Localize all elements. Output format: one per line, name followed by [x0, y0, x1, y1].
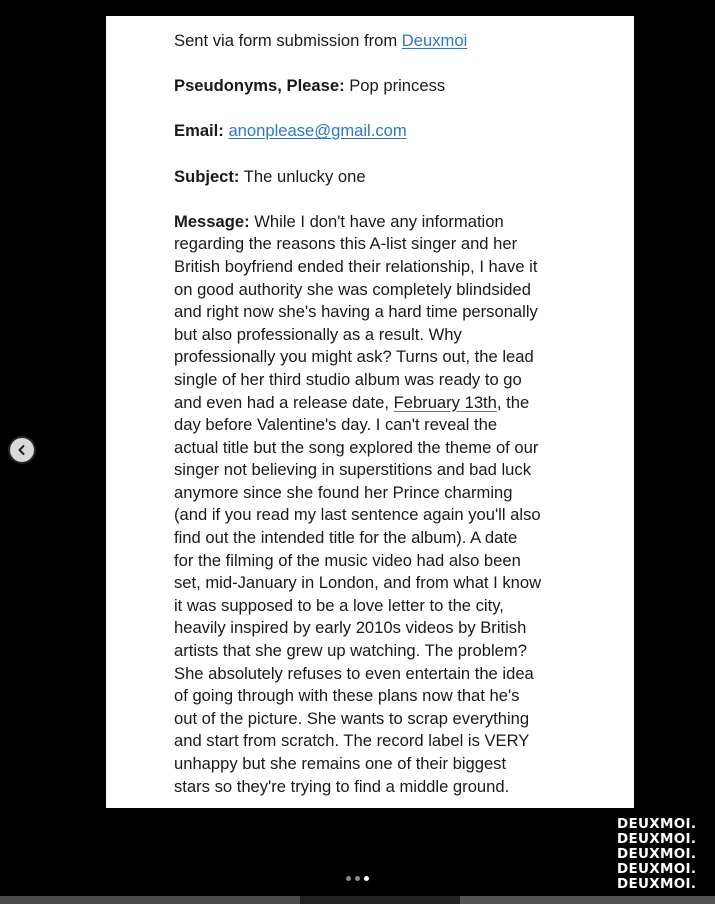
carousel-dot-active[interactable]	[364, 876, 369, 881]
message-line: actual title but the song explored the theme of our	[174, 437, 539, 457]
message-label: Message:	[174, 211, 250, 231]
subject-line	[174, 166, 634, 189]
previous-slide-button[interactable]	[10, 438, 34, 462]
watermark-line: DEUXMOI.	[617, 876, 697, 892]
message-body	[174, 211, 546, 798]
watermark-line: DEUXMOI.	[617, 846, 697, 862]
pseudonym-line	[174, 75, 634, 98]
message-line: out of the picture. She wants to scrap everything	[174, 708, 530, 728]
message-line: unhappy but she remains one of their biggest	[174, 754, 507, 773]
watermark-line: DEUXMOI.	[617, 861, 697, 877]
email-link[interactable]: anonplease@gmail.com	[228, 121, 407, 141]
message-line: British boyfriend ended their relationship, I have it	[174, 256, 538, 276]
subject-label: Subject:	[174, 166, 240, 186]
post-image-card	[106, 16, 634, 808]
carousel-indicator	[346, 876, 369, 881]
thumbnail-segment	[0, 896, 300, 904]
message-line: professionally you might ask? Turns out, the lead	[174, 347, 534, 367]
message-line: and right now she's having a hard time personally	[174, 302, 538, 322]
message-line: Message: While I don't have any information	[174, 211, 504, 231]
subject-value: The unlucky one	[239, 166, 366, 186]
message-line: of going through with these plans now that he's	[174, 686, 520, 706]
email-label: Email:	[174, 121, 224, 141]
watermark-line: DEUXMOI.	[617, 831, 697, 847]
message-line: on good authority she was completely blindsided	[174, 279, 531, 299]
message-line: but also professionally as a result. Why	[174, 324, 462, 344]
message-line: regarding the reasons this A-list singer and her	[174, 234, 518, 254]
thumbnail-segment	[300, 896, 460, 904]
sent-via-text: Sent via form submission from	[174, 31, 402, 50]
message-line: single of her third studio album was ready to go	[174, 369, 522, 389]
message-line: and start from scratch. The record label is VERY	[174, 731, 530, 751]
message-line: She absolutely refuses to even entertain the idea	[174, 663, 534, 683]
message-line: it was supposed to be a love letter to the city,	[174, 595, 504, 615]
message-line: for the filming of the music video had also been	[174, 550, 521, 570]
carousel-dot[interactable]	[355, 876, 360, 881]
message-line: artists that she grew up watching. The problem?	[174, 641, 527, 661]
pseudonym-label: Pseudonyms, Please:	[174, 76, 345, 96]
message-line: anymore since she found her Prince charming	[174, 482, 513, 502]
watermark-line: DEUXMOI.	[617, 816, 697, 832]
thumbnail-segment	[460, 896, 715, 904]
deuxmoi-link[interactable]: Deuxmoi	[401, 31, 468, 50]
release-date: February 13th	[393, 392, 497, 412]
deuxmoi-watermark	[617, 817, 715, 892]
message-line: heavily inspired by early 2010s videos by British	[174, 618, 527, 638]
message-line: day before Valentine's day. I can't reveal the	[174, 415, 498, 435]
email-line	[174, 120, 634, 143]
chevron-left-icon	[16, 444, 28, 456]
pseudonym-value: Pop princess	[344, 76, 446, 96]
sent-via-line	[174, 30, 634, 53]
message-line: stars so they're trying to find a middle ground.	[174, 776, 510, 796]
message-line: find out the intended title for the album). A date	[174, 528, 518, 548]
carousel-dot[interactable]	[346, 876, 351, 881]
bottom-thumbnail-strip	[0, 896, 715, 904]
message-line: set, mid-January in London, and from what I know	[174, 573, 542, 593]
message-line: (and if you read my last sentence again you'll also	[174, 505, 541, 525]
message-line: singer not believing in superstitions and bad luck	[174, 460, 531, 480]
message-line: and even had a release date, February 13th, the	[174, 392, 530, 412]
